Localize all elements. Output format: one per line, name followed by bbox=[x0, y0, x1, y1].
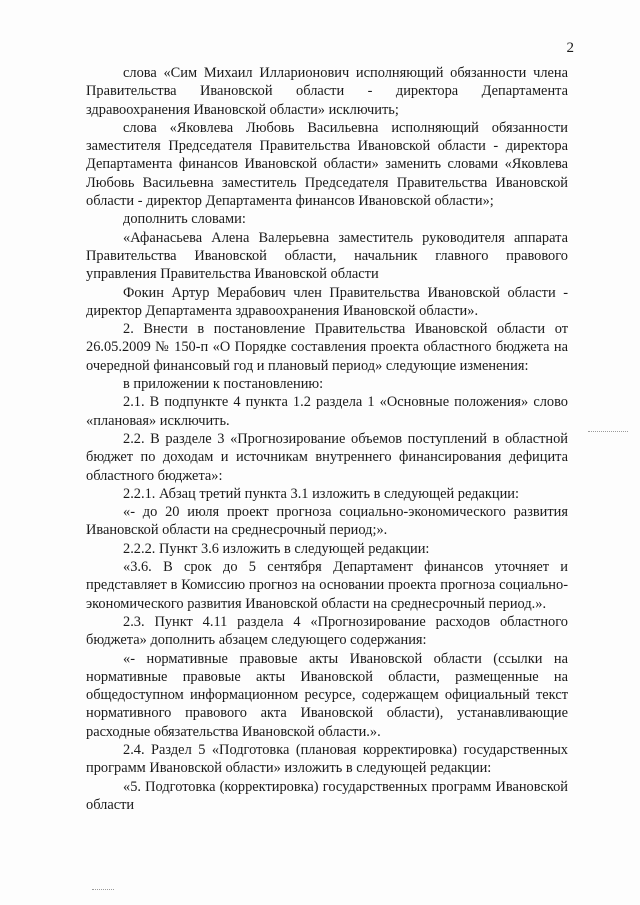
paragraph-forecast-deadline: «- до 20 июля проект прогноза социально-экономического развития Ивановской области на среднесрочный период;». bbox=[86, 504, 568, 539]
paragraph-appendix: в приложении к постановлению: bbox=[123, 376, 324, 393]
paragraph-afanasyeva: «Афанасьева Алена Валерьевна заместитель руководителя аппарата Правительства Ивановской области, начальник главного правового управления Правительства Ивановской области bbox=[86, 229, 568, 283]
page-number: 2 bbox=[566, 40, 574, 56]
paragraph-normative-acts: «- нормативные правовые акты Ивановской области (ссылки на нормативные правовые акты Ивановской области, размещенные на общедоступном информационном ресурсе, содержащем официальный текст нормативного правового акта Ивановской области), устанавливающие расходные обязательства Ивановской области.». bbox=[86, 650, 568, 740]
paragraph-item-2-1: 2.1. В подпункте 4 пункта 1.2 раздела 1 «Основные положения» слово «плановая» исключить. bbox=[86, 394, 568, 429]
paragraph-item-2-2-1: 2.2.1. Абзац третий пункта 3.1 изложить в следующей редакции: bbox=[123, 485, 519, 502]
paragraph-section-5-heading: «5. Подготовка (корректировка) государственных программ Ивановской области bbox=[86, 778, 568, 813]
paragraph-add-words: дополнить словами: bbox=[123, 211, 246, 228]
paragraph-replace-yakovleva: слова «Яковлева Любовь Васильевна исполняющий обязанности заместителя Председателя Правительства Ивановской области - директора Департамента финансов Ивановской области» заменить словами «Яковлева Любовь Васильевна заместитель Председателя Правительства Ивановской области - директор Департамента финансов Ивановской области»; bbox=[86, 119, 568, 210]
paragraph-item-3-6: «3.6. В срок до 5 сентября Департамент финансов уточняет и представляет в Комиссию прогноз на основании проекта прогноза социально-экономического развития Ивановской области на среднесрочный период.». bbox=[86, 559, 568, 612]
scan-artifact-right bbox=[588, 431, 628, 432]
paragraph-fokin: Фокин Артур Мерабович член Правительства Ивановской области - директор Департамента здравоохранения Ивановской области». bbox=[86, 284, 568, 319]
paragraph-item-2-2: 2.2. В разделе 3 «Прогнозирование объемов поступлений в областной бюджет по доходам и источникам внутреннего финансирования дефицита областного бюджета»: bbox=[86, 430, 568, 484]
paragraph-item-2-3: 2.3. Пункт 4.11 раздела 4 «Прогнозирование расходов областного бюджета» дополнить абзацем следующего содержания: bbox=[86, 613, 568, 649]
paragraph-remove-sim: слова «Сим Михаил Илларионович исполняющий обязанности члена Правительства Ивановской области - директора Департамента здравоохранения Ивановской области» исключить; bbox=[86, 65, 568, 118]
paragraph-item-2-4: 2.4. Раздел 5 «Подготовка (плановая корректировка) государственных программ Ивановской области» изложить в следующей редакции: bbox=[86, 741, 568, 777]
document-body bbox=[86, 64, 568, 814]
paragraph-item-2-2-2: 2.2.2. Пункт 3.6 изложить в следующей редакции: bbox=[123, 540, 430, 557]
paragraph-item-2: 2. Внести в постановление Правительства Ивановской области от 26.05.2009 № 150-п «О Порядке составления проекта областного бюджета на очередной финансовый год и плановый период» следующие изменения: bbox=[86, 321, 568, 374]
scan-artifact-bottom bbox=[92, 889, 114, 890]
